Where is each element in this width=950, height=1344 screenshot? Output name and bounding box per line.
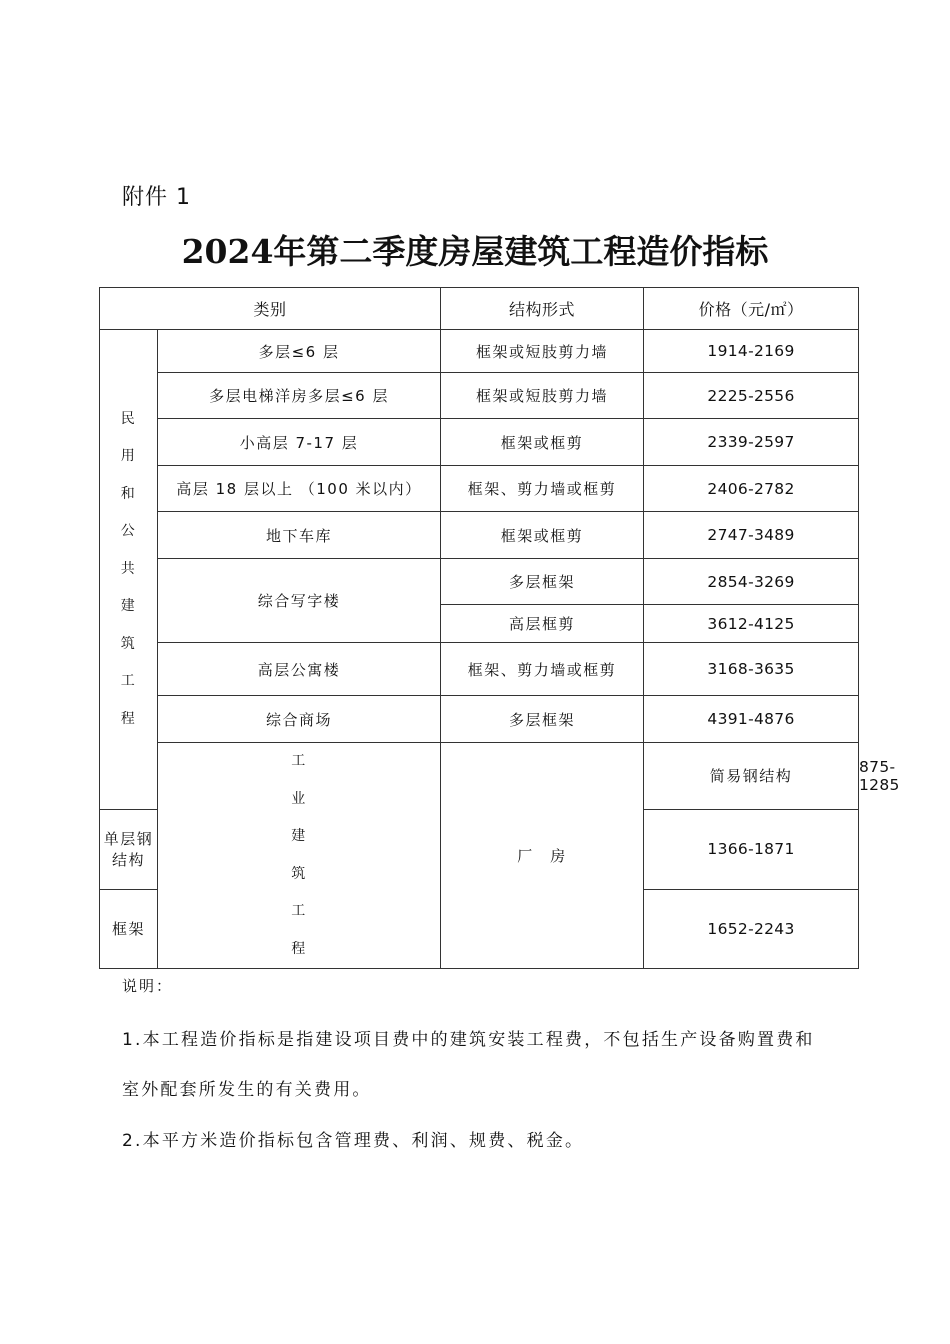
- building-type: 地下车库: [158, 512, 441, 559]
- price-range: 2339-2597: [644, 419, 859, 466]
- price-range: 3612-4125: [644, 605, 859, 643]
- cost-index-table: [99, 287, 900, 969]
- building-type: 厂 房: [441, 743, 644, 969]
- group-civil-public: 民用和公共建筑工程: [100, 330, 158, 810]
- note-item-2: 2.本平方米造价指标包含管理费、利润、规费、税金。: [122, 1131, 585, 1151]
- table-header-row: [100, 288, 859, 330]
- structure-form: 框架、剪力墙或框剪: [441, 643, 644, 696]
- header-price: 价格（元/㎡）: [644, 288, 859, 330]
- table-row: [100, 512, 859, 559]
- price-range: 1914-2169: [644, 330, 859, 373]
- structure-form: 框架或框剪: [441, 419, 644, 466]
- price-range: 2406-2782: [644, 466, 859, 512]
- table-row: [100, 466, 859, 512]
- structure-form: 多层框架: [441, 696, 644, 743]
- header-category: 类别: [100, 288, 441, 330]
- building-type: 多层≤6 层: [158, 330, 441, 373]
- building-type: 综合写字楼: [158, 559, 441, 643]
- table-row: [100, 330, 859, 373]
- price-range: 2225-2556: [644, 373, 859, 419]
- page-title: 2024年第二季度房屋建筑工程造价指标: [181, 232, 769, 271]
- structure-form: 框架、剪力墙或框剪: [441, 466, 644, 512]
- structure-form: 简易钢结构: [644, 743, 859, 810]
- structure-form: 多层框架: [441, 559, 644, 605]
- table-row: [100, 643, 859, 696]
- structure-form: 框架: [100, 889, 158, 968]
- header-structure: 结构形式: [441, 288, 644, 330]
- building-type: 高层公寓楼: [158, 643, 441, 696]
- building-type: 小高层 7-17 层: [158, 419, 441, 466]
- note-item-1: 1.本工程造价指标是指建设项目费中的建筑安装工程费，不包括生产设备购置费和: [122, 1030, 815, 1050]
- price-range: 4391-4876: [644, 696, 859, 743]
- note-item-1-continued: 室外配套所发生的有关费用。: [122, 1080, 372, 1100]
- table-row: [100, 419, 859, 466]
- price-range: 2747-3489: [644, 512, 859, 559]
- table-row: [100, 373, 859, 419]
- building-type: 综合商场: [158, 696, 441, 743]
- table-row: [100, 559, 859, 605]
- structure-form: 框架或短肢剪力墙: [441, 330, 644, 373]
- price-range: 3168-3635: [644, 643, 859, 696]
- structure-form: 单层钢结构: [100, 809, 158, 889]
- structure-form: 框架或短肢剪力墙: [441, 373, 644, 419]
- table-row: 工业建筑工程 厂 房 简易钢结构 875-1285: [100, 743, 859, 810]
- building-type: 多层电梯洋房多层≤6 层: [158, 373, 441, 419]
- structure-form: 框架或框剪: [441, 512, 644, 559]
- structure-form: 高层框剪: [441, 605, 644, 643]
- group-industrial: 工业建筑工程: [158, 743, 441, 969]
- building-type: 高层 18 层以上 （100 米以内）: [158, 466, 441, 512]
- price-range: 1652-2243: [644, 889, 859, 968]
- price-range: 2854-3269: [644, 559, 859, 605]
- table-row: [100, 696, 859, 743]
- attachment-label: 附件 1: [122, 185, 191, 210]
- price-range: 1366-1871: [644, 809, 859, 889]
- notes-heading: 说明：: [122, 977, 174, 995]
